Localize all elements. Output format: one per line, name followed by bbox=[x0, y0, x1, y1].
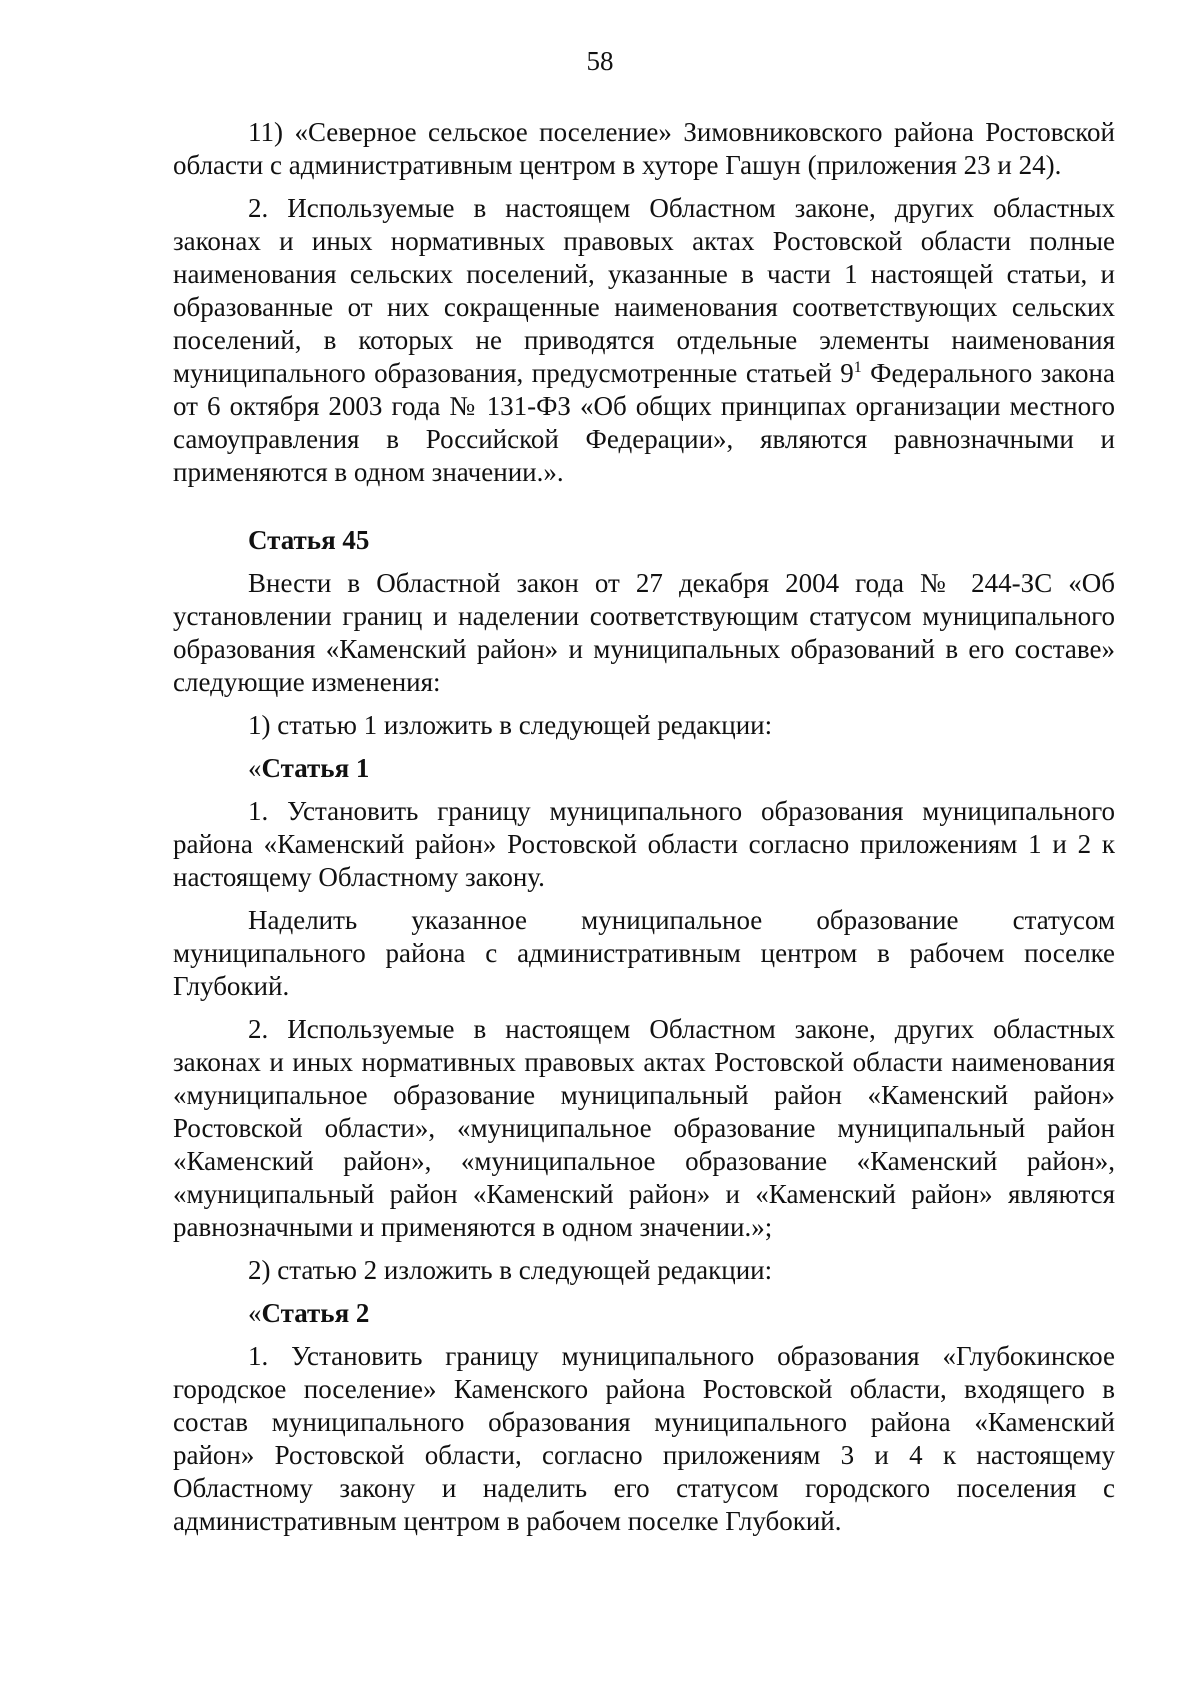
paragraph-part-2-names bbox=[173, 192, 1115, 489]
opening-quote: « bbox=[248, 1298, 262, 1328]
superscript: 1 bbox=[853, 359, 862, 376]
document-body bbox=[173, 116, 1115, 1538]
paragraph-article-1-part-2: 2. Используемые в настоящем Областном законе, других областных законах и иных нормативных правовых актах Ростовской области наименования «муниципальное образование муниципальный район «Каменский район» Ростовской области», «муниципальное образование муниципальный район «Каменский район», «муниципальное образование «Каменский район», «муниципальный район «Каменский район» и «Каменский район» являются равнозначными и применяются в одном значении.»; bbox=[173, 1014, 1115, 1242]
paragraph-article-1-status: Наделить указанное муниципальное образование статусом муниципального района с административным центром в рабочем поселке Глубокий. bbox=[173, 905, 1115, 1001]
page-number: 58 bbox=[586, 46, 614, 76]
paragraph-article-1-part-1: 1. Установить границу муниципального образования муниципального района «Каменский район» Ростовской области согласно приложениям 1 и 2 к настоящему Областному закону. bbox=[173, 796, 1115, 892]
paragraph-amend-article-2: 2) статью 2 изложить в следующей редакции: bbox=[248, 1255, 773, 1285]
article-1-title: Статья 1 bbox=[261, 753, 370, 783]
paragraph-amend-article-1: 1) статью 1 изложить в следующей редакции: bbox=[248, 710, 773, 740]
paragraph-text: 2. Используемые в настоящем Областном законе, других областных законах и иных нормативных правовых актах Ростовской области полные наименования сельских поселений, указанные в части 1 настоящей статьи, и образованные от них сокращенные наименования соответствующих сельских поселений, в которых не приводятся отдельные элементы наименования муниципального образования, предусмотренные статьей 9 bbox=[173, 193, 1115, 388]
paragraph-text: Федерального закона от 6 октября 2003 года № 131-ФЗ «Об общих принципах организации местного самоуправления в Российской Федерации», являются равнозначными и применяются в одном значении.». bbox=[173, 358, 1115, 487]
paragraph-article-2-part-1: 1. Установить границу муниципального образования «Глубокинское городское поселение» Каменского района Ростовской области, входящего в состав муниципального образования муниципального района «Каменский район» Ростовской области, согласно приложениям 3 и 4 к настоящему Областному закону и наделить его статусом городского поселения с административным центром в рабочем поселке Глубокий. bbox=[173, 1341, 1115, 1536]
paragraph-item-11: 11) «Северное сельское поселение» Зимовниковского района Ростовской области с административным центром в хуторе Гашун (приложения 23 и 24). bbox=[173, 117, 1115, 180]
article-2-title: Статья 2 bbox=[261, 1298, 370, 1328]
article-1-heading bbox=[173, 752, 1115, 785]
article-2-heading bbox=[173, 1297, 1115, 1330]
paragraph-amendments-intro: Внести в Областной закон от 27 декабря 2004 года № 244-ЗС «Об установлении границ и наделении соответствующим статусом муниципального образования «Каменский район» и муниципальных образований в его составе» следующие изменения: bbox=[173, 568, 1115, 697]
opening-quote: « bbox=[248, 753, 262, 783]
article-45-heading: Статья 45 bbox=[248, 525, 370, 555]
